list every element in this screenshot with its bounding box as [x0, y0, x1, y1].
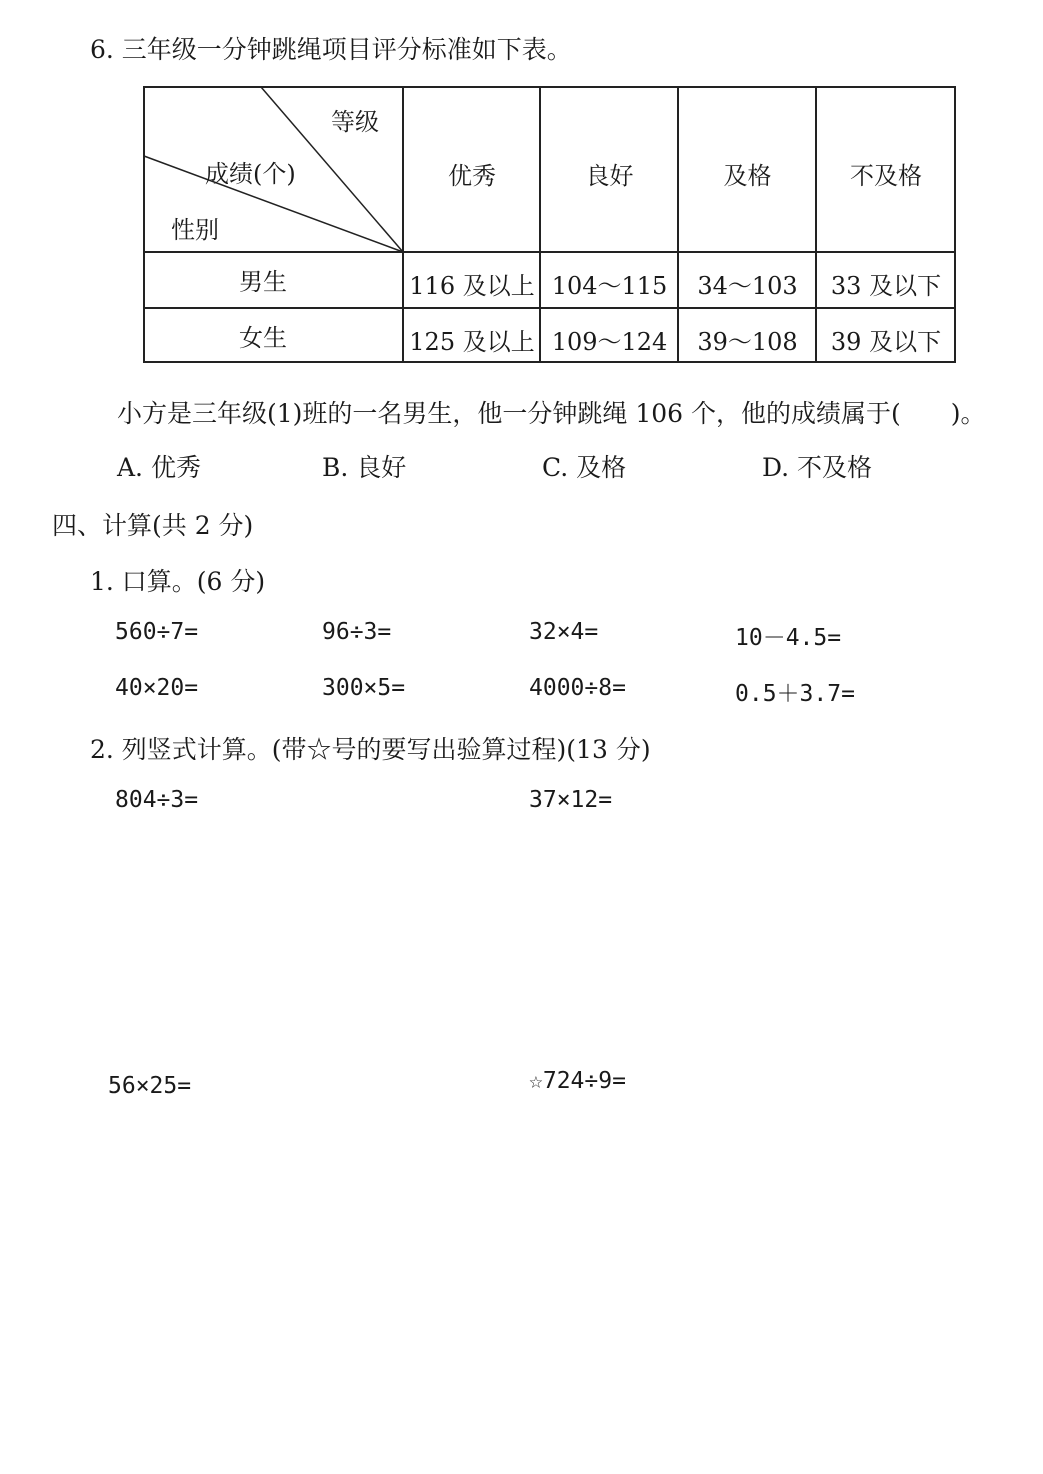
- table-cell: 125 及以上: [409, 328, 535, 356]
- table-cell: 116 及以上: [409, 272, 535, 300]
- header-grade-label: 等级: [331, 108, 379, 136]
- header-score-label: 成绩(个): [205, 160, 296, 188]
- header-excellent: 优秀: [448, 162, 496, 190]
- vertical-item: ☆724÷9=: [529, 1068, 626, 1094]
- table-cell: 39～108: [697, 328, 798, 356]
- vertical-item: 804÷3=: [115, 787, 199, 813]
- vertical-item: 56×25=: [108, 1073, 192, 1099]
- header-fail: 不及格: [850, 162, 922, 190]
- table-cell: 104～115: [551, 272, 668, 300]
- oral-item: 96÷3=: [322, 619, 392, 645]
- option-c[interactable]: C. 及格: [542, 453, 627, 482]
- row-label-girls: 女生: [239, 324, 287, 352]
- option-d[interactable]: D. 不及格: [762, 453, 873, 482]
- header-pass: 及格: [723, 162, 772, 190]
- vertical-calc-title: 2. 列竖式计算。(带☆号的要写出验算过程)(13 分): [90, 735, 651, 764]
- option-b[interactable]: B. 良好: [322, 453, 407, 482]
- table-cell: 109～124: [551, 328, 668, 356]
- oral-item: 40×20=: [115, 675, 199, 701]
- option-a[interactable]: A. 优秀: [117, 453, 201, 482]
- header-good: 良好: [585, 162, 634, 190]
- oral-item: 560÷7=: [115, 619, 199, 645]
- table-cell: 39 及以下: [830, 328, 942, 356]
- oral-calc-title: 1. 口算。(6 分): [90, 567, 266, 596]
- row-label-boys: 男生: [239, 268, 287, 296]
- oral-item: 0.5＋3.7=: [735, 681, 855, 707]
- oral-item: 32×4=: [529, 619, 599, 645]
- section-4-heading: 四、计算(共 2 分): [52, 511, 254, 540]
- oral-item: 300×5=: [322, 675, 406, 701]
- table-cell: 34～103: [697, 272, 798, 300]
- vertical-item: 37×12=: [529, 787, 613, 813]
- oral-item: 10－4.5=: [735, 625, 842, 651]
- scoring-table: [143, 86, 956, 363]
- header-gender-label: 性别: [171, 216, 219, 244]
- oral-item: 4000÷8=: [529, 675, 626, 701]
- table-cell: 33 及以下: [830, 272, 942, 300]
- question-6-title: 6. 三年级一分钟跳绳项目评分标准如下表。: [90, 35, 572, 64]
- question-6-prompt: 小方是三年级(1)班的一名男生，他一分钟跳绳 106 个，他的成绩属于( )。: [117, 399, 986, 428]
